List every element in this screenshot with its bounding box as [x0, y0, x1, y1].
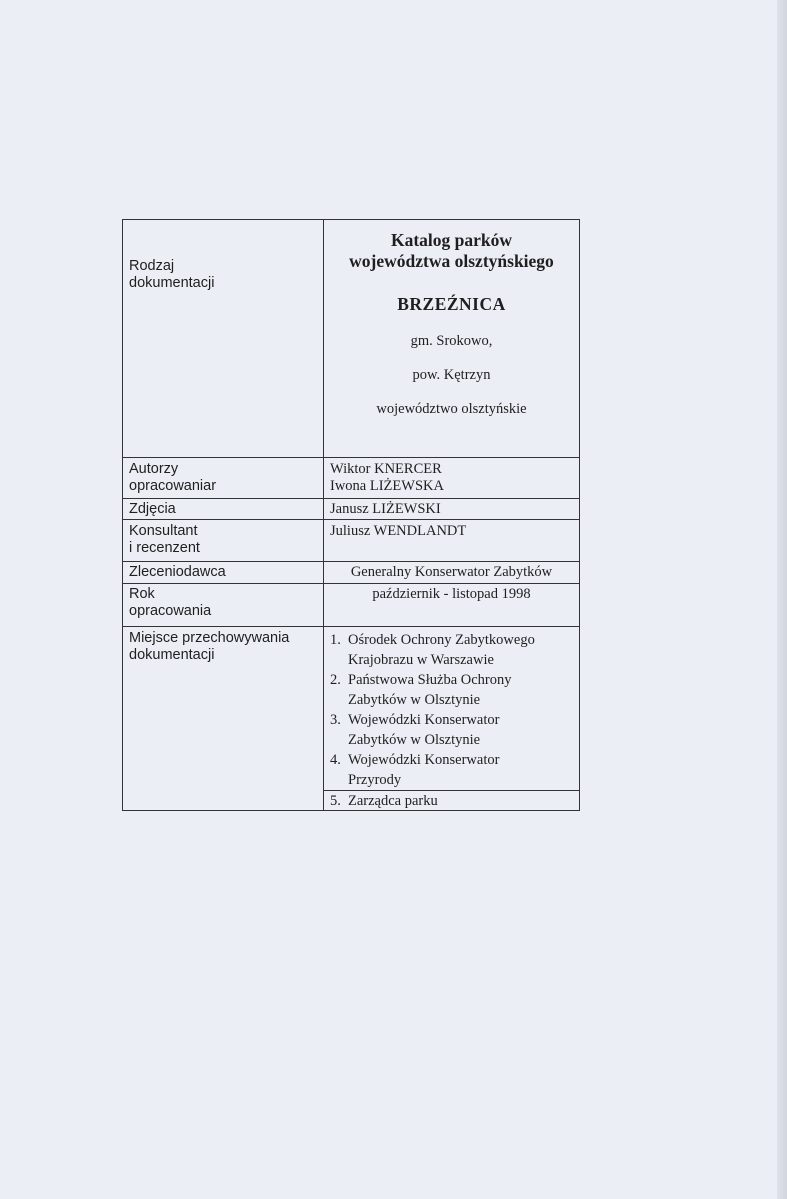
label-line: Rok: [129, 586, 155, 602]
list-number: 5.: [330, 793, 341, 809]
list-number: 2.: [330, 672, 341, 688]
list-item: [330, 710, 579, 750]
label-storage: [123, 627, 324, 811]
park-name: BRZEŹNICA: [397, 294, 506, 314]
list-number: 1.: [330, 632, 341, 648]
list-number: 3.: [330, 712, 341, 728]
date-range: październik - listopad 1998: [372, 586, 531, 602]
label-authors: [123, 458, 324, 499]
list-line: Zabytków w Olsztynie: [348, 692, 481, 708]
storage-value: [324, 627, 580, 811]
label-line: Zdjęcia: [129, 501, 176, 517]
label-line: opracowania: [129, 603, 212, 619]
list-line: Wojewódzki Konserwator: [348, 752, 500, 768]
list-line: Zarządca parku: [348, 793, 438, 809]
label-line: Autorzy: [129, 461, 179, 477]
photos-value: [324, 499, 580, 520]
label-line: dokumentacji: [129, 275, 215, 291]
consultant-name: Juliusz WENDLANDT: [330, 523, 467, 539]
list-number: 4.: [330, 752, 341, 768]
gmina: gm. Srokowo,: [410, 333, 493, 349]
label-line: dokumentacji: [129, 647, 215, 663]
catalog-title-line: Katalog parków: [390, 230, 513, 250]
documentation-card: [122, 219, 580, 811]
list-item: [330, 750, 579, 790]
label-line: Zleceniodawca: [129, 564, 226, 580]
list-line: Zabytków w Olsztynie: [348, 732, 481, 748]
authors-value: [324, 458, 580, 499]
label-year: [123, 584, 324, 627]
label-line: Konsultant: [129, 523, 198, 539]
year-value: [324, 584, 580, 627]
label-line: Miejsce przechowywania: [129, 630, 290, 646]
label-line: i recenzent: [129, 540, 200, 556]
catalog-title-line: województwa olsztyńskiego: [349, 251, 554, 271]
catalog-header: [324, 220, 580, 458]
page-edge: [777, 0, 787, 1199]
list-item: [324, 790, 579, 811]
label-consultant: [123, 520, 324, 562]
commissioner-name: Generalny Konserwator Zabytków: [350, 564, 553, 580]
label-photos: [123, 499, 324, 520]
photographer-name: Janusz LIŻEWSKI: [330, 501, 441, 517]
list-line: Przyrody: [348, 772, 402, 788]
label-document-type: [123, 220, 324, 458]
label-line: opracowaniar: [129, 478, 217, 494]
label-commissioner: [123, 562, 324, 584]
author-name: Iwona LIŻEWSKA: [330, 478, 444, 494]
consultant-value: [324, 520, 580, 562]
powiat: pow. Kętrzyn: [412, 367, 491, 383]
list-item: [330, 670, 579, 710]
list-item: [330, 630, 579, 670]
label-line: Rodzaj: [129, 258, 175, 274]
list-line: Wojewódzki Konserwator: [348, 712, 500, 728]
commissioner-value: [324, 562, 580, 584]
list-line: Ośrodek Ochrony Zabytkowego: [348, 632, 535, 648]
list-line: Państwowa Służba Ochrony: [348, 672, 512, 688]
voivodeship: województwo olsztyńskie: [376, 401, 527, 417]
list-line: Krajobrazu w Warszawie: [348, 652, 494, 668]
author-name: Wiktor KNERCER: [330, 461, 442, 477]
storage-list: [330, 630, 579, 811]
